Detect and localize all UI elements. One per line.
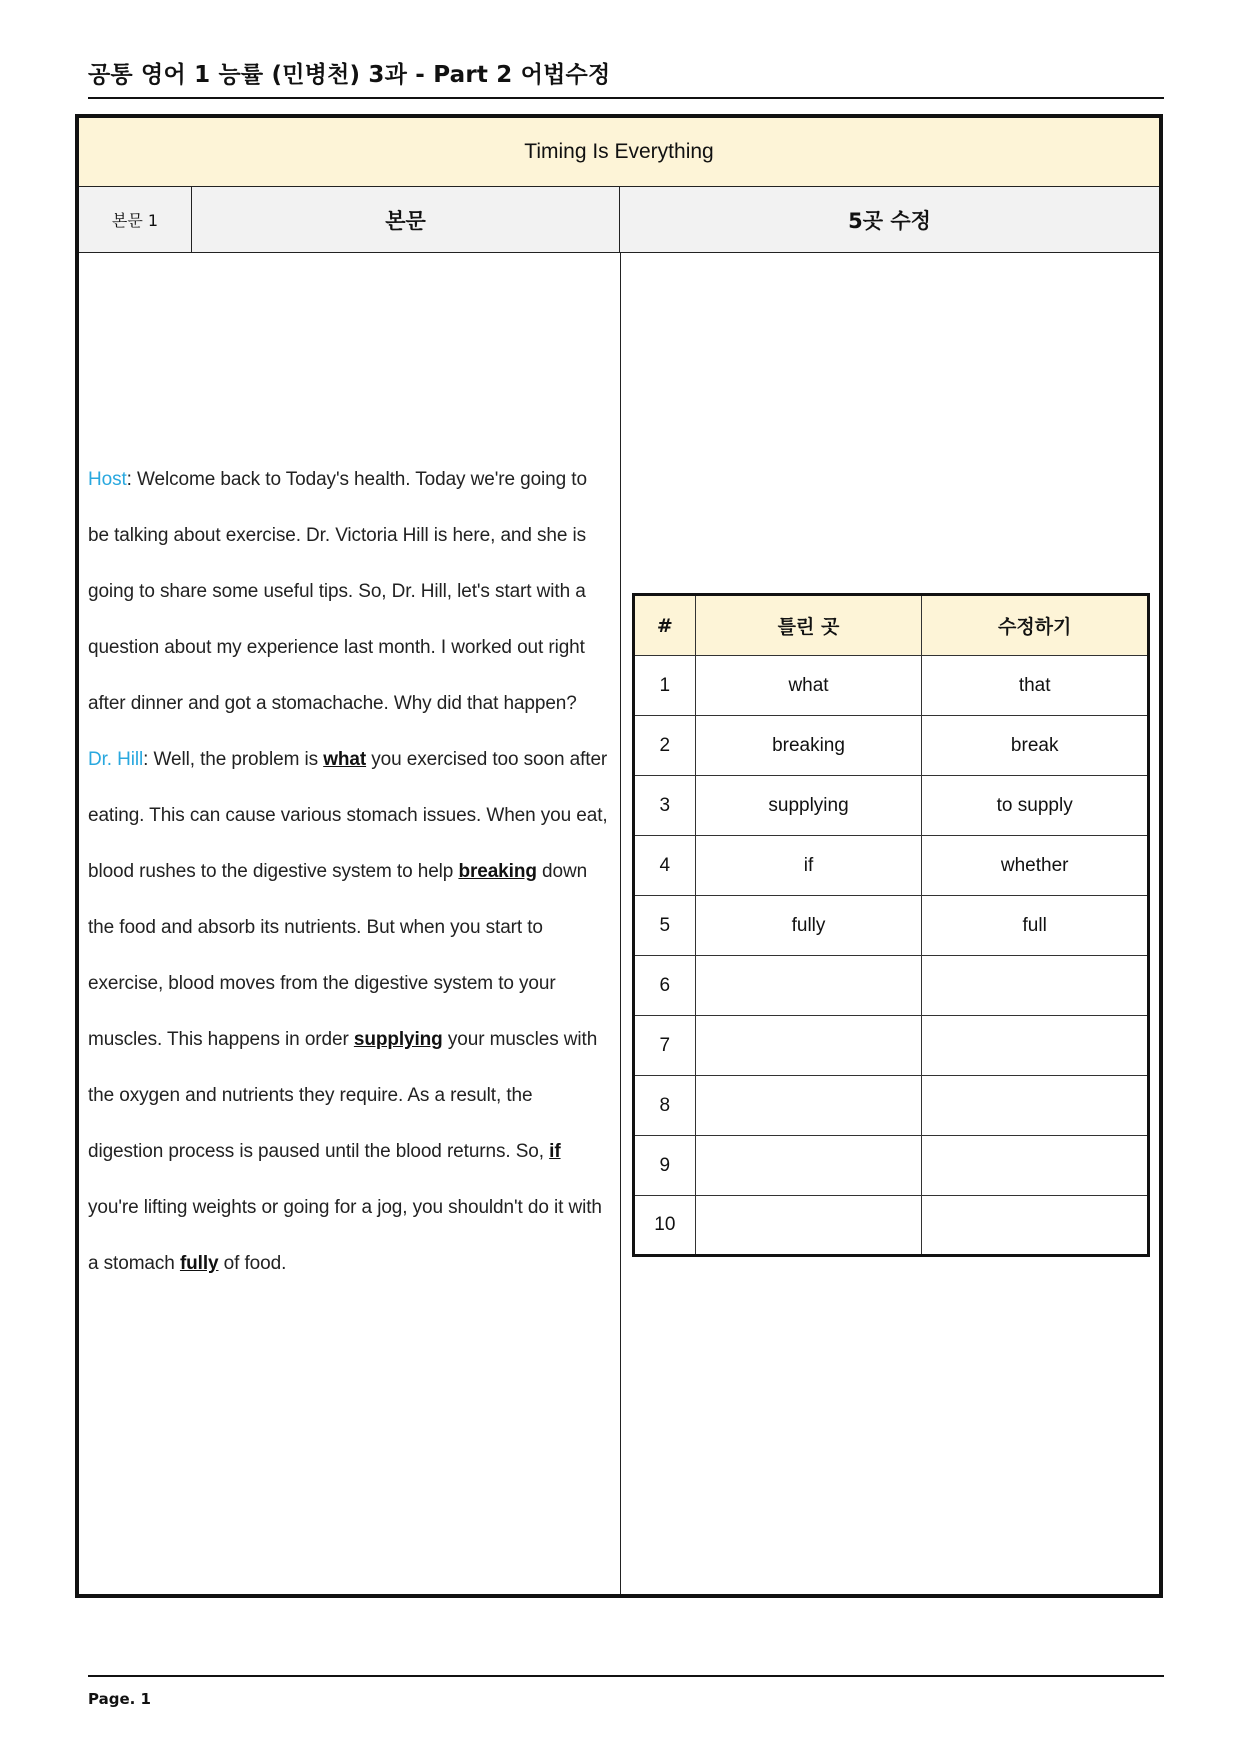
table-row: [634, 776, 1149, 836]
table-row: [634, 1136, 1149, 1196]
wrong-cell: [695, 1136, 922, 1196]
hill-text-1: : Well, the problem is: [143, 749, 324, 770]
row-number: 7: [634, 1016, 696, 1076]
wrong-cell: [695, 1196, 922, 1256]
fix-cell: [922, 1196, 1149, 1256]
fix-cell: [922, 1016, 1149, 1076]
hill-text-2: you exercised too soon after eating. This can cause various stomach issues. When you eat, blood rushes to the digestive system to help: [88, 749, 608, 882]
wrong-cell: [695, 1016, 922, 1076]
wrong-cell: [695, 956, 922, 1016]
fix-cell: to supply: [922, 776, 1149, 836]
row-number: 4: [634, 836, 696, 896]
col-fix-header: 수정하기: [922, 595, 1149, 656]
document-title: 공통 영어 1 능률 (민병천) 3과 - Part 2 어법수정: [88, 62, 611, 88]
table-row: [634, 1076, 1149, 1136]
hill-text-6: of food.: [218, 1253, 287, 1274]
fix-cell: [922, 1136, 1149, 1196]
row-number: 1: [634, 656, 696, 716]
header-rule: [88, 97, 1164, 99]
fix-cell: break: [922, 716, 1149, 776]
table-row: [634, 836, 1149, 896]
hill-text-5: you're lifting weights or going for a jog, you shouldn't do it with a stomach: [88, 1197, 602, 1274]
table-row: [634, 1196, 1149, 1256]
wrong-cell: what: [695, 656, 922, 716]
hill-text-4: your muscles with the oxygen and nutrients they require. As a result, the digestion process is paused until the blood returns. So,: [88, 1029, 598, 1162]
error-word-5: fully: [179, 1253, 219, 1274]
corrections-table: [632, 593, 1150, 1257]
lesson-title: Timing Is Everything: [79, 118, 1159, 187]
corrections-table-header: [634, 595, 1149, 656]
table-row: [634, 956, 1149, 1016]
fix-cell: [922, 1076, 1149, 1136]
passage-number-header: 본문 1: [79, 187, 192, 252]
wrong-cell: [695, 1076, 922, 1136]
page-number: Page. 1: [88, 1690, 151, 1708]
row-number: 10: [634, 1196, 696, 1256]
wrong-cell: fully: [695, 896, 922, 956]
row-number: 3: [634, 776, 696, 836]
fix-cell: that: [922, 656, 1149, 716]
error-word-3: supplying: [353, 1029, 443, 1050]
wrong-cell: if: [695, 836, 922, 896]
col-number-header: #: [634, 595, 696, 656]
fix-cell: full: [922, 896, 1149, 956]
footer-rule: [88, 1675, 1164, 1677]
table-row: [634, 1016, 1149, 1076]
fix-cell: [922, 956, 1149, 1016]
speaker-dr-hill: Dr. Hill: [88, 749, 144, 770]
passage-header: 본문: [192, 187, 620, 252]
column-header-row: [79, 187, 1159, 253]
table-row: [634, 716, 1149, 776]
col-wrong-header: 틀린 곳: [695, 595, 922, 656]
column-divider: [620, 253, 621, 1594]
passage-text: [88, 452, 612, 1292]
table-row: [634, 656, 1149, 716]
row-number: 6: [634, 956, 696, 1016]
row-number: 9: [634, 1136, 696, 1196]
speaker-host: Host: [88, 469, 127, 490]
wrong-cell: breaking: [695, 716, 922, 776]
error-word-1: what: [323, 749, 367, 770]
table-row: [634, 896, 1149, 956]
wrong-cell: supplying: [695, 776, 922, 836]
fix-cell: whether: [922, 836, 1149, 896]
row-number: 5: [634, 896, 696, 956]
host-line: : Welcome back to Today's health. Today we're going to be talking about exercise. Dr. Victoria Hill is here, and she is going to share some useful tips. So, Dr. Hill, let's start with a question about my experience last month. I worked out right after dinner and got a stomachache. Why did that happen?: [88, 469, 587, 714]
hill-text-3: down the food and absorb its nutrients. But when you start to exercise, blood moves from the digestive system to your muscles. This happens in order: [88, 861, 588, 1050]
error-word-4: if: [549, 1141, 561, 1162]
worksheet-frame: [75, 114, 1163, 1598]
error-word-2: breaking: [458, 861, 537, 882]
row-number: 8: [634, 1076, 696, 1136]
row-number: 2: [634, 716, 696, 776]
corrections-header: 5곳 수정: [848, 208, 931, 233]
